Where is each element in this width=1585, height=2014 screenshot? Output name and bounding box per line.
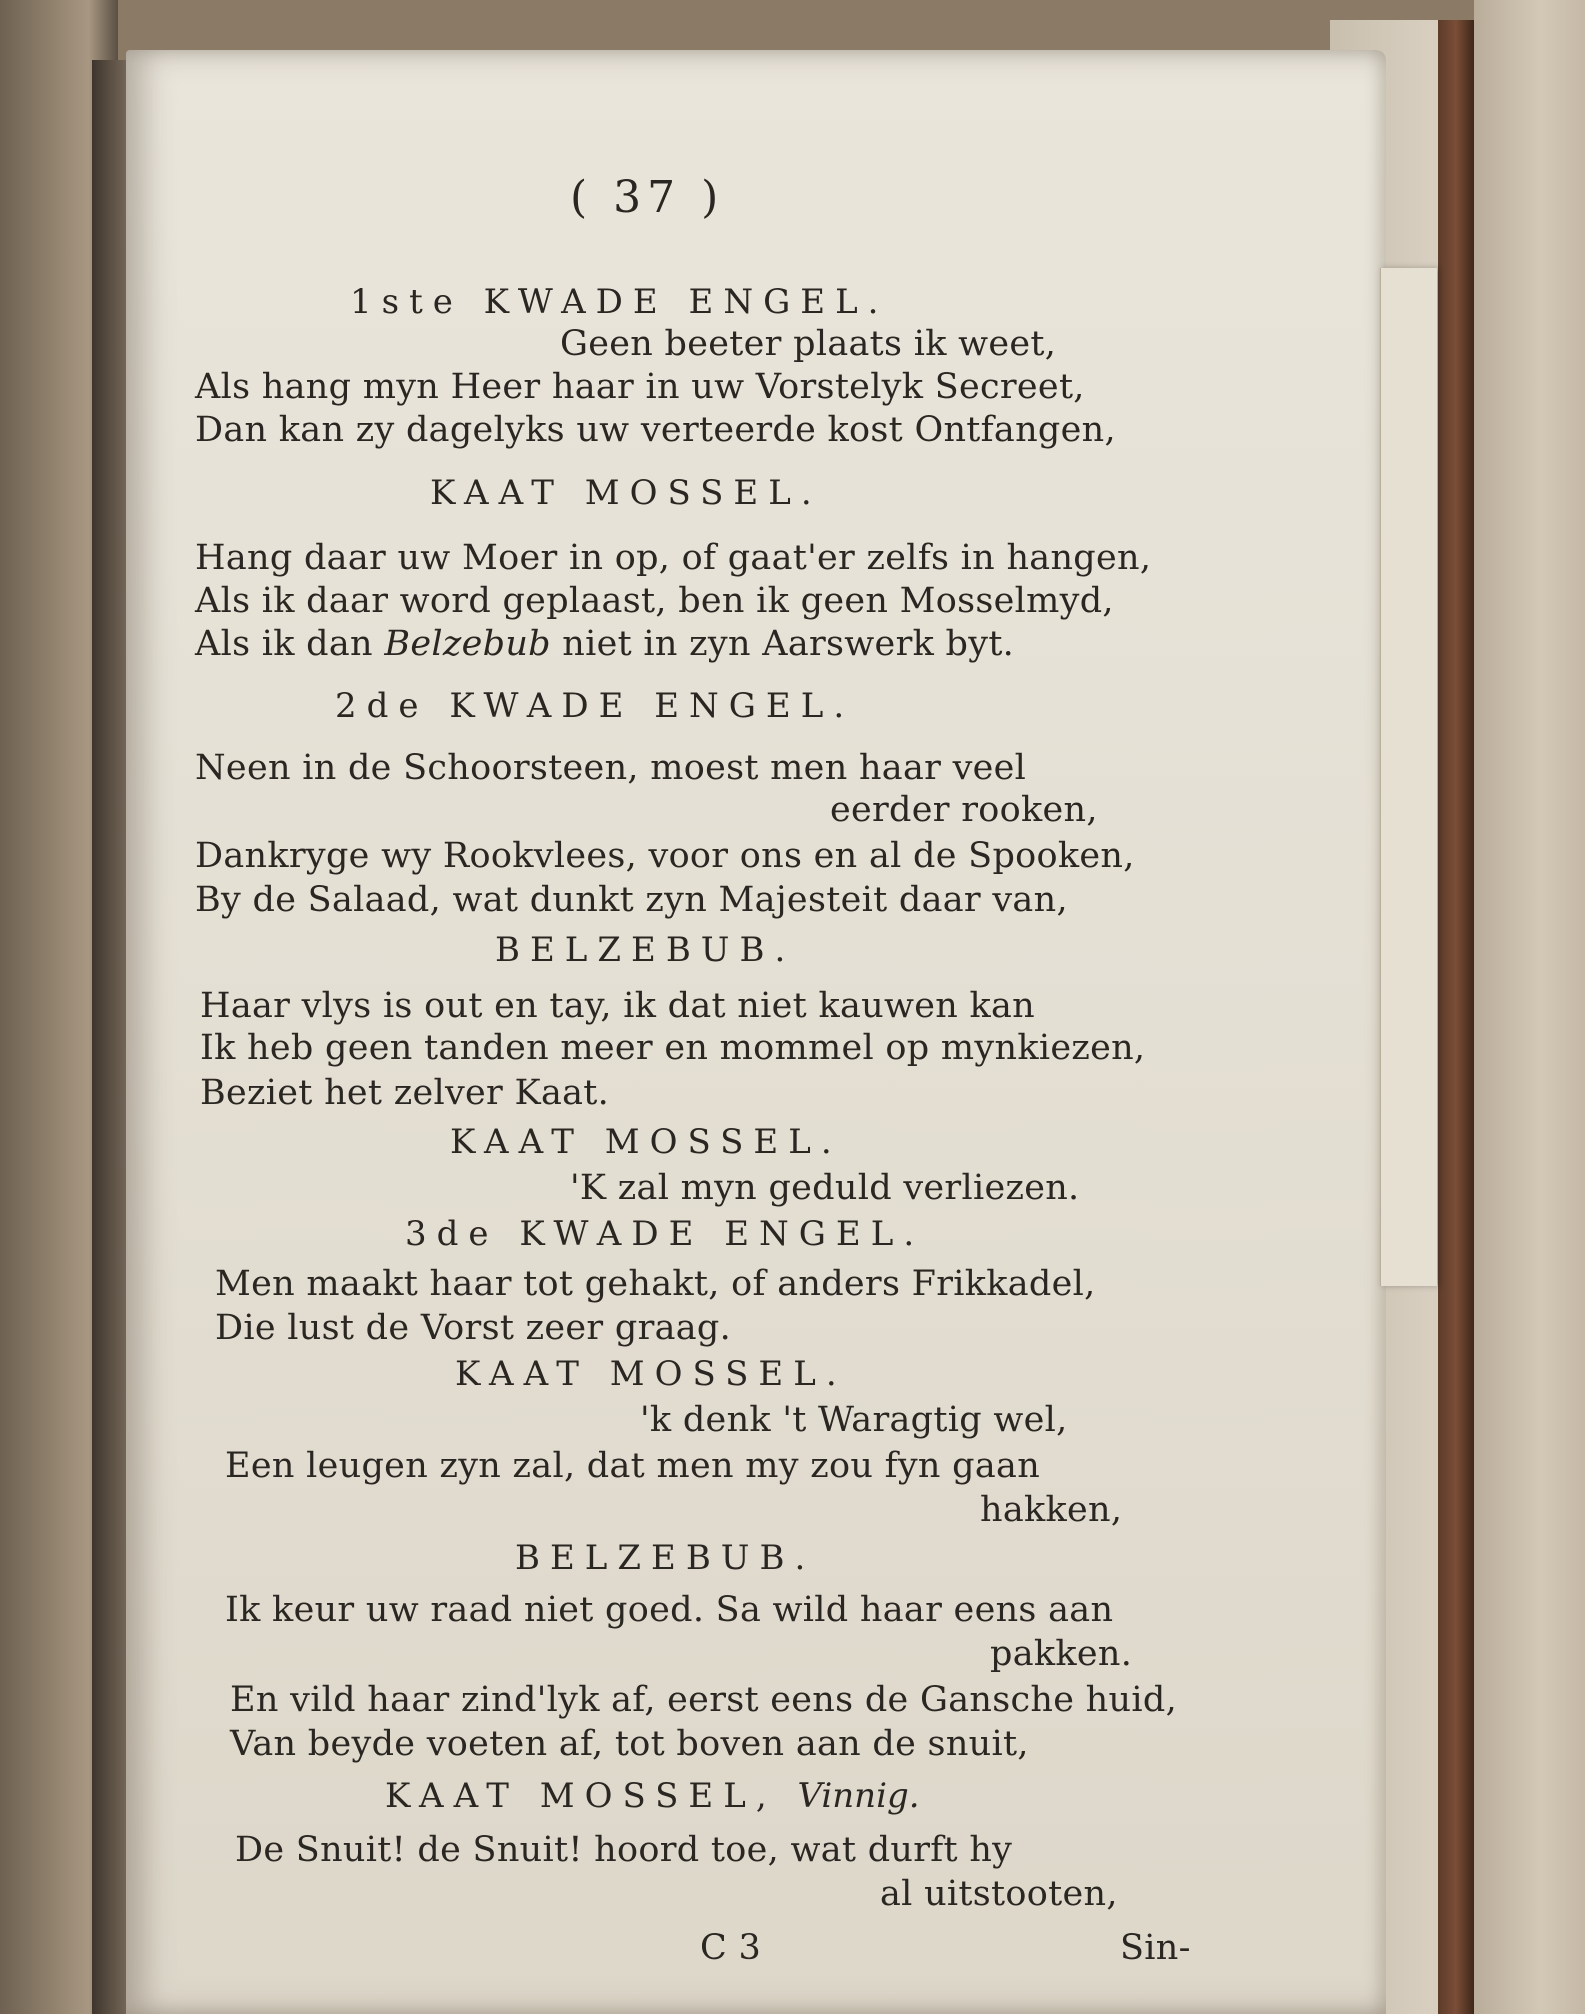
speaker-line: KAAT MOSSEL, Vinnig. <box>385 1776 920 1816</box>
verse-line: pakken. <box>990 1634 1133 1674</box>
catchword: Sin- <box>1120 1928 1191 1968</box>
page-number: ( 37 ) <box>570 172 725 223</box>
verse-line: De Snuit! de Snuit! hoord toe, wat durft hy <box>235 1830 1013 1870</box>
verse-line: Men maakt haar tot gehakt, of anders Frikkadel, <box>215 1264 1096 1304</box>
verse-line: Van beyde voeten af, tot boven aan de snuit, <box>230 1724 1029 1764</box>
book-board-right <box>1438 20 1474 2014</box>
verse-line: Een leugen zyn zal, dat men my zou fyn gaan <box>225 1446 1041 1486</box>
verse-line: eerder rooken, <box>830 790 1098 830</box>
speaker-line: BELZEBUB. <box>515 1538 816 1578</box>
verse-line: al uitstooten, <box>880 1874 1118 1914</box>
verse-line: Hang daar uw Moer in op, of gaat'er zelfs in hangen, <box>195 538 1152 578</box>
verse-line: Als ik daar word geplaast, ben ik geen Mosselmyd, <box>195 581 1114 621</box>
verse-line: Geen beeter plaats ik weet, <box>560 324 1057 364</box>
verse-line: Dankryge wy Rookvlees, voor ons en al de Spooken, <box>195 836 1135 876</box>
background-cloth <box>1474 0 1585 2014</box>
speaker-line: KAAT MOSSEL. <box>455 1354 847 1394</box>
stage-direction: Vinnig. <box>797 1776 920 1816</box>
verse-line: Als hang myn Heer haar in uw Vorstelyk Secreet, <box>195 367 1085 407</box>
verse-line: By de Salaad, wat dunkt zyn Majesteit daar van, <box>195 880 1068 920</box>
folded-page-tab <box>1380 268 1437 1286</box>
speaker-line: KAAT MOSSEL. <box>430 473 822 513</box>
verse-line: Als ik dan Belzebub niet in zyn Aarswerk byt. <box>195 624 1015 664</box>
italic-name: Belzebub <box>384 624 551 664</box>
verse-line: Dan kan zy dagelyks uw verteerde kost Ontfangen, <box>195 410 1116 450</box>
speaker-line: BELZEBUB. <box>495 930 796 970</box>
verse-line: Ik keur uw raad niet goed. Sa wild haar eens aan <box>225 1590 1114 1630</box>
verse-line: Neen in de Schoorsteen, moest men haar veel <box>195 748 1027 788</box>
verse-line: Beziet het zelver Kaat. <box>200 1073 610 1113</box>
verse-line: Ik heb geen tanden meer en mommel op mynkiezen, <box>200 1028 1146 1068</box>
signature-mark: C 3 <box>700 1928 762 1968</box>
speaker-line: 1ste KWADE ENGEL. <box>350 282 889 322</box>
verse-line: Die lust de Vorst zeer graag. <box>215 1308 732 1348</box>
verse-line: 'K zal myn geduld verliezen. <box>570 1168 1080 1208</box>
verse-line: Haar vlys is out en tay, ik dat niet kauwen kan <box>200 986 1036 1026</box>
verse-line: hakken, <box>980 1490 1123 1530</box>
speaker-line: KAAT MOSSEL. <box>450 1122 842 1162</box>
verse-line: En vild haar zind'lyk af, eerst eens de Gansche huid, <box>230 1680 1177 1720</box>
speaker-line: 3de KWADE ENGEL. <box>405 1214 925 1254</box>
verse-line: 'k denk 't Waragtig wel, <box>640 1400 1068 1440</box>
speaker-line: 2de KWADE ENGEL. <box>335 686 855 726</box>
